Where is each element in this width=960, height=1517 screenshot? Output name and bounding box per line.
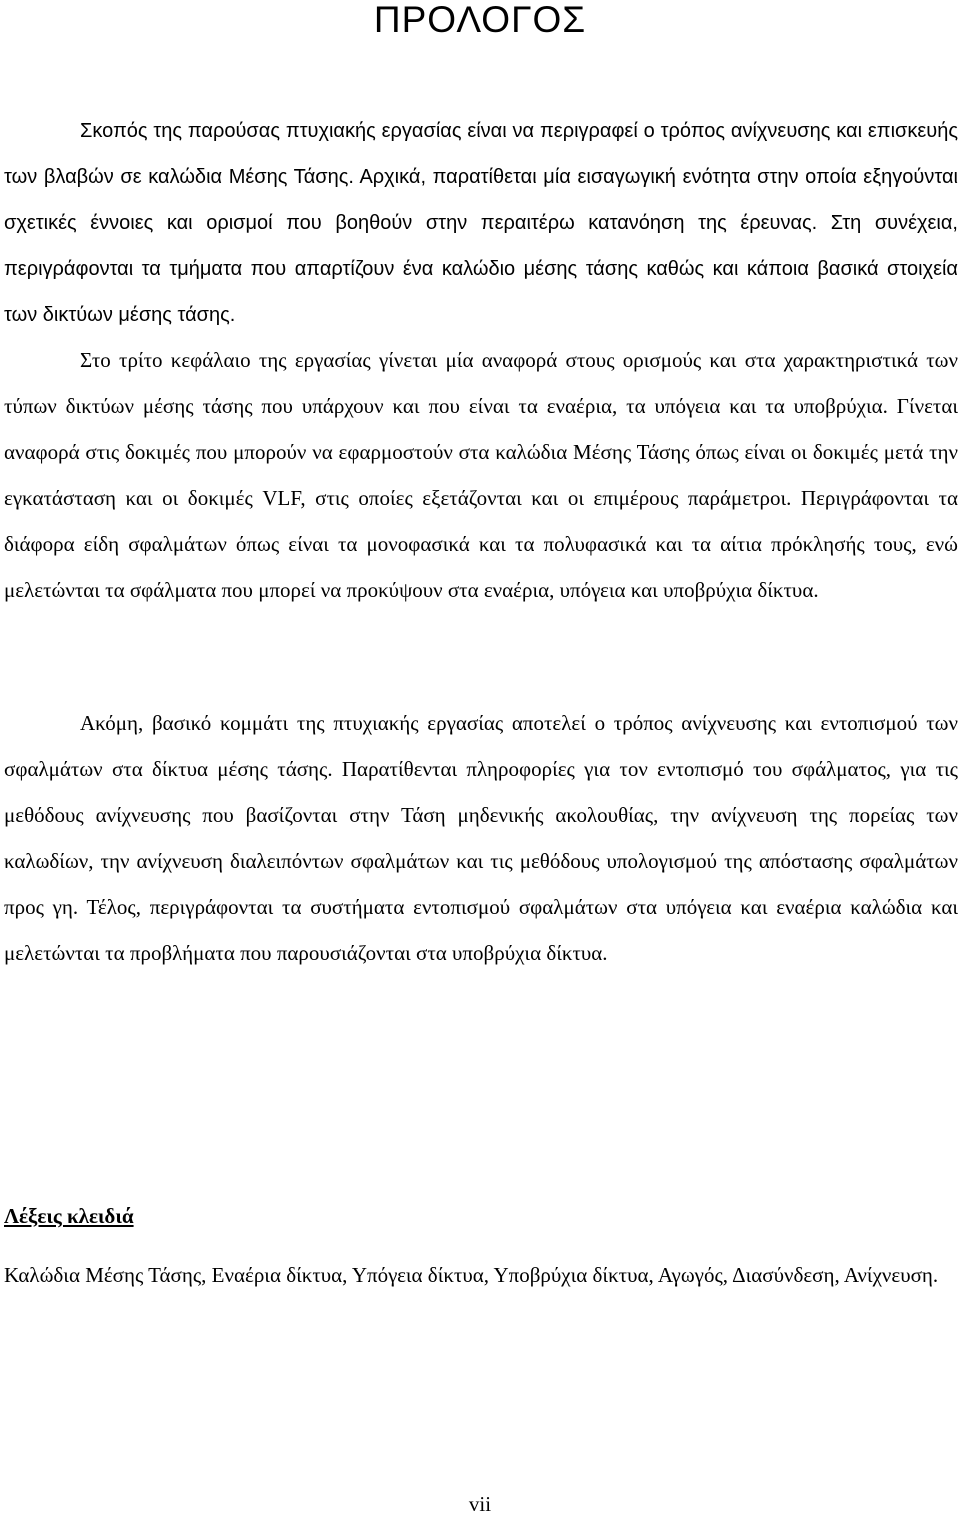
page-number: vii xyxy=(468,1492,492,1516)
paragraph-2: Στο τρίτο κεφάλαιο της εργασίας γίνεται μία αναφορά στους ορισμούς και στα χαρακτηριστικά των τύπων δικτύων μέσης τάσης που υπάρχουν και που είναι τα εναέρια, τα υπόγεια και τα υποβρύχια. Γίνεται αναφορά στις δοκιμές που μπορούν να εφαρμοστούν στα καλώδια Μέσης Τάσης όπως είναι οι δοκιμές μετά την εγκατάσταση και οι δοκιμές VLF, στις οποίες εξετάζονται και οι επιμέρους παράμετροι. Περιγράφονται τα διάφορα είδη σφαλμάτων όπως είναι τα μονοφασικά και τα πολυφασικά και τα αίτια πρόκλησής τους, ενώ μελετώνται τα σφάλματα που μπορεί να προκύψουν στα εναέρια, υπόγεια και υποβρύχια δίκτυα. xyxy=(4,348,958,602)
page-title: ΠΡΟΛΟΓΟΣ xyxy=(373,0,587,40)
paragraph-2-block xyxy=(4,337,958,613)
paragraph-1-block xyxy=(4,108,958,338)
paragraph-3: Ακόμη, βασικό κομμάτι της πτυχιακής εργασίας αποτελεί ο τρόπος ανίχνευσης και εντοπισμού των σφαλμάτων στα δίκτυα μέσης τάσης. Παρατίθενται πληροφορίες για τον εντοπισμό του σφάλματος, για τις μεθόδους ανίχνευσης που βασίζονται στην Τάση μηδενικής ακολουθίας, την ανίχνευση της πορείας των καλωδίων, την ανίχνευση διαλειπόντων σφαλμάτων και τις μεθόδους υπολογισμού της απόστασης σφαλμάτων προς γη. Τέλος, περιγράφονται τα συστήματα εντοπισμού σφαλμάτων στα υπόγεια και εναέρια καλώδια και μελετώνται τα προβλήματα που παρουσιάζονται στα υποβρύχια δίκτυα. xyxy=(4,711,958,965)
paragraph-1: Σκοπός της παρούσας πτυχιακής εργασίας είναι να περιγραφεί ο τρόπος ανίχνευσης και επισκευής των βλαβών σε καλώδια Μέσης Τάσης. Αρχικά, παρατίθεται μία εισαγωγική ενότητα στην οποία εξηγούνται σχετικές έννοιες και ορισμοί που βοηθούν στην περαιτέρω κατανόηση της έρευνας. Στη συνέχεια, περιγράφονται τα τμήματα που απαρτίζουν ένα καλώδιο μέσης τάσης καθώς και κάποια βασικά στοιχεία των δικτύων μέσης τάσης. xyxy=(4,120,958,326)
keywords-heading: Λέξεις κλειδιά xyxy=(4,1204,134,1228)
paragraph-3-block xyxy=(4,700,958,976)
keywords-text: Καλώδια Μέσης Τάσης, Εναέρια δίκτυα, Υπόγεια δίκτυα, Υποβρύχια δίκτυα, Αγωγός, Διασύνδεση, Ανίχνευση. xyxy=(4,1263,939,1287)
